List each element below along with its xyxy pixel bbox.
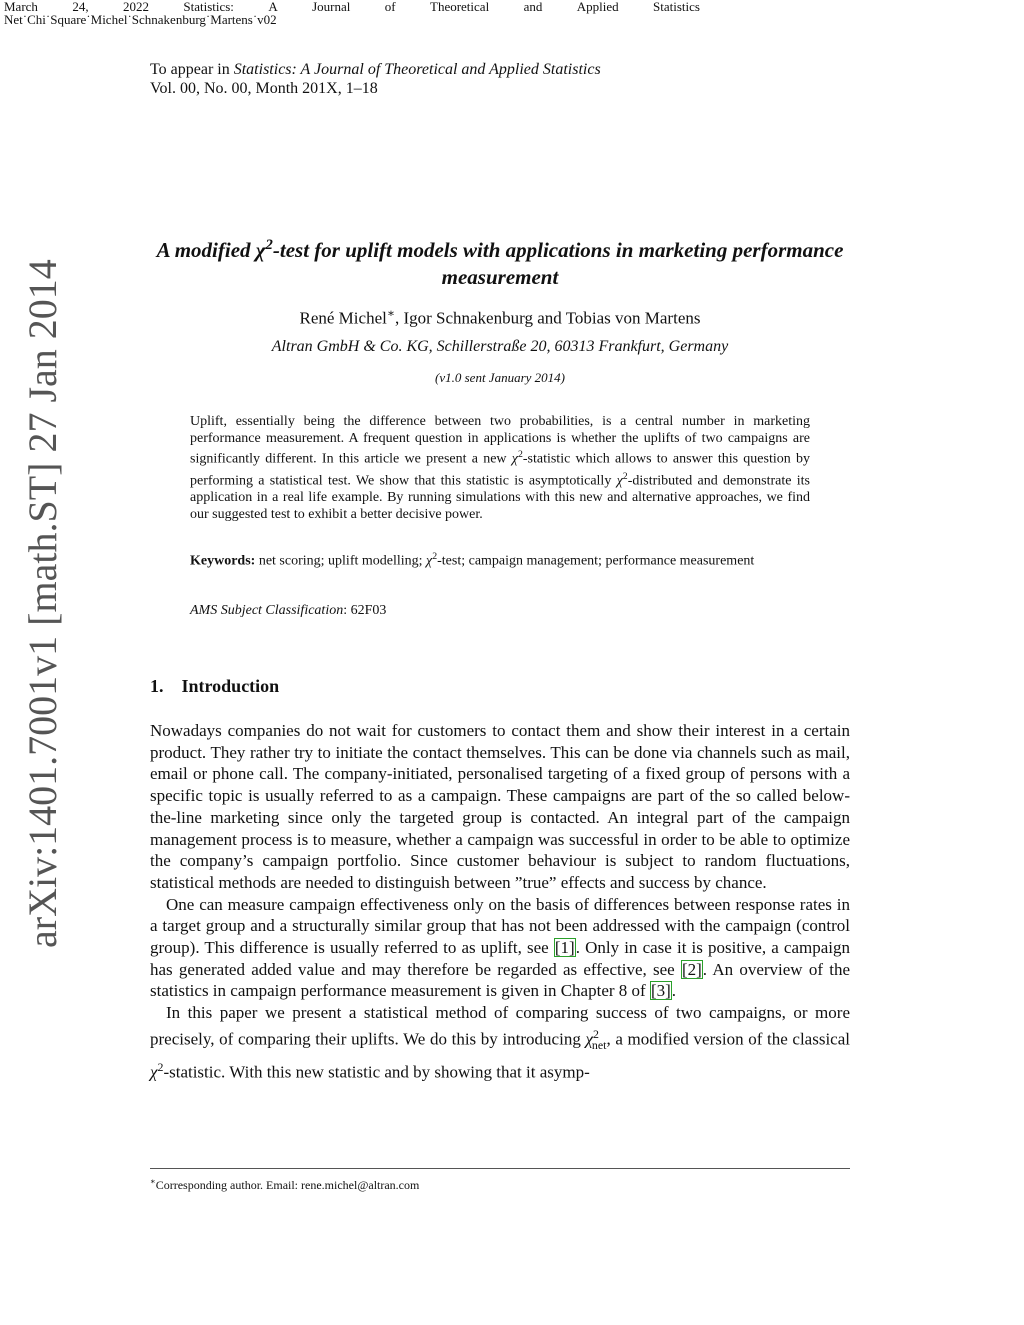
footnote: ∗Corresponding author. Email: rene.michel@altran.com xyxy=(150,1177,420,1192)
running-header-line-2: Net˙Chi˙Square˙Michel˙Schnakenburg˙Martens˙v02 xyxy=(4,12,277,27)
version-note: (v1.0 sent January 2014) xyxy=(435,370,565,385)
volume-info: Vol. 00, No. 00, Month 201X, 1–18 xyxy=(150,80,378,97)
paragraph: In this paper we present a statistical method of comparing success of two campaigns, or more precisely, of comparing their uplifts. We do this by introducing $\chi^2_{net}$, a modified version of the classical $\chi^2$-statistic. With this new statistic and by showing that it asymp- xyxy=(150,1003,850,1082)
arxiv-stamp: arXiv:1401.7001v1 [math.ST] 27 Jan 2014 xyxy=(20,259,65,948)
affiliation: Altran GmbH & Co. KG, Schillerstraße 20, 60313 Frankfurt, Germany xyxy=(271,338,729,355)
footnote-divider xyxy=(150,1168,850,1169)
paragraph: One can measure campaign effectiveness only on the basis of differences between response rates in a target group and a structurally similar group that has not been addressed with the campaign (control group). This difference is usually referred to as uplift, see [1]. Only in case it is positive, a campaign has generated added value and may therefore be regarded as effective, see [2]. An overview of the statistics in campaign performance measurement is given in Chapter 8 of [3]. xyxy=(150,894,851,1001)
running-header-line-1: March 24, 2022 Statistics: A Journal of Theoretical and Applied Statistics xyxy=(4,0,700,14)
ams-classification: AMS Subject Classification: 62F03 xyxy=(190,603,387,618)
section-heading: 1. Introduction xyxy=(150,676,280,696)
citation-link[interactable]: [2] xyxy=(681,959,702,979)
paragraph: Nowadays companies do not wait for customers to contact them and show their interest in a certain product. They rather try to initiate the contact themselves. This can be done via channels such as mail, email or phone call. The company-initiated, personalised targeting of a fixed group of persons with a specific topic is usually referred to as a campaign. These campaigns are part of the so called below-the-line marketing since only the targeted group is contacted. An integral part of the campaign management process is to measure, whether a campaign was successful in order to be able to optimize the company’s campaign portfolio. Since customer behaviour is subject to random fluctuations, statistical methods are needed to distinguish between ”true” effects and success by chance. xyxy=(150,721,850,892)
citation-link[interactable]: [1] xyxy=(554,938,575,958)
paper-title: A modified $\chi^2$-test for uplift models with applications in marketing performance measurement xyxy=(156,237,844,289)
authors: René Michel∗, Igor Schnakenburg and Tobias von Martens xyxy=(299,306,701,328)
journal-name: Statistics: A Journal of Theoretical and Applied Statistics xyxy=(233,61,601,78)
publication-info: To appear in Statistics: A Journal of Theoretical and Applied Statistics Vol. 00, No. 00, Month 201X, 1–18 xyxy=(150,61,601,97)
abstract: Uplift, essentially being the difference between two probabilities, is a central number in marketing performance measurement. A frequent question in applications is whether the uplifts of two campaigns are significantly different. In this article we present a new $\chi^2$-statistic which allows to answer this question by performing a statistical test. We show that this statistic is asymptotically $\chi^2$-distributed and demonstrate its application in a real life example. By running simulations with this new and alternative approaches, we find our suggested test to exhibit a better decisive power. xyxy=(190,414,810,522)
citation-link[interactable]: [3] xyxy=(650,981,671,1001)
intro-body xyxy=(150,720,850,1083)
keywords: Keywords: net scoring; uplift modelling; $\chi^2$-test; campaign management; performance measurement xyxy=(190,551,755,569)
